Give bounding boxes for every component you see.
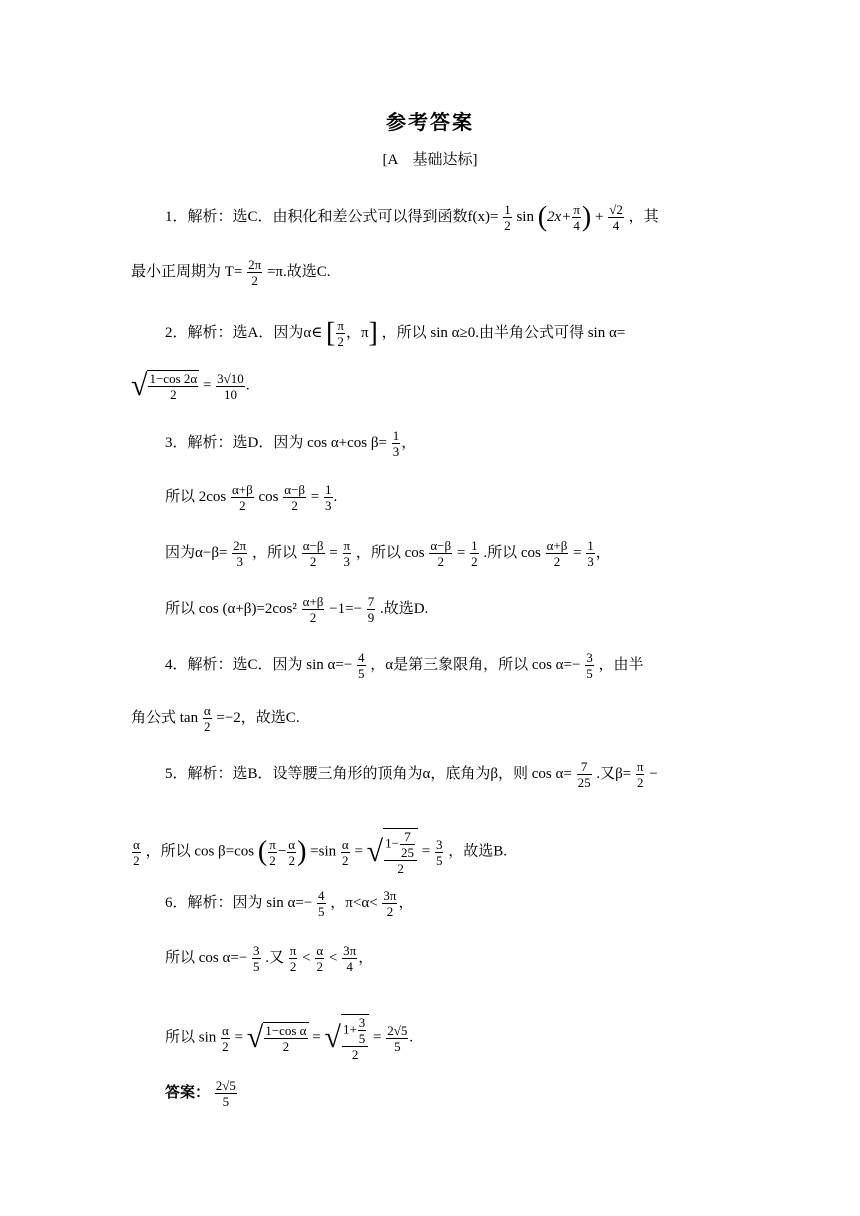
q1-line2 <box>131 257 331 288</box>
q3-text: ，所以 <box>252 544 298 561</box>
q6-line2 <box>165 943 373 974</box>
punct: . <box>409 1029 414 1046</box>
fraction: $\frac{\alpha}{2}$ <box>341 836 349 868</box>
q5-text: =sin <box>310 843 337 860</box>
op-text: = <box>373 1029 382 1046</box>
op-text: = <box>354 843 363 860</box>
fraction: $\frac{2\pi}{3}$ <box>233 538 247 569</box>
fraction: $\frac{\alpha}{2}$ <box>133 836 140 868</box>
fraction: $\frac{\alpha-\beta}{2}$ <box>430 538 452 569</box>
op-text: = <box>202 377 212 394</box>
q4-text: ，由半 <box>598 656 644 673</box>
fraction: $\frac{\alpha+\beta}{2}$ <box>546 538 568 569</box>
op-text: = <box>421 843 431 860</box>
fraction: $\frac{1}{2}$ <box>471 538 478 569</box>
op-text: − <box>649 765 658 782</box>
paren-left: ( <box>257 836 268 867</box>
q5-line1 <box>165 759 658 790</box>
q6-line1 <box>165 888 414 919</box>
bracket-right: ] <box>368 317 378 349</box>
q2-line1 <box>165 318 625 349</box>
q3-text: 所以 cos (α+β)=2cos² <box>165 600 297 617</box>
op-text: < <box>302 949 311 966</box>
q3-text: 因为α−β= <box>165 544 228 561</box>
fraction: $\frac{4}{5}$ <box>358 650 365 681</box>
op-text: = <box>234 1029 244 1046</box>
answer-line <box>165 1078 238 1109</box>
fraction: $\frac{\alpha+\beta}{2}$ <box>302 594 324 625</box>
q3-text: cos <box>258 488 279 505</box>
fraction: $\frac{2\pi}{2}$ <box>248 257 262 288</box>
q4-text: ，α是第三象限角，所以 cos α=− <box>370 656 581 673</box>
fraction: $\frac{3}{5}$ <box>586 650 593 681</box>
q2-text: 2．解析：选A．因为α∈ <box>165 324 323 341</box>
punct: ， <box>401 434 417 451</box>
q4-line2 <box>131 703 300 734</box>
q3-text: .所以 cos <box>483 544 541 561</box>
q6-text: .又 <box>265 949 285 966</box>
q6-text: 所以 cos α=− <box>165 949 248 966</box>
q4-text: =−2，故选C. <box>216 709 300 726</box>
fraction: $\frac{\pi}{3}$ <box>343 538 351 569</box>
fraction: $\frac{2√5}{5}$ <box>387 1022 408 1054</box>
q3-text: ，所以 cos <box>355 544 425 561</box>
fraction: $\frac{3}{5}$ <box>435 836 443 868</box>
fraction: $\frac{4}{5}$ <box>318 888 325 919</box>
q6-line3 <box>165 1014 413 1062</box>
q3-line4 <box>165 594 428 625</box>
fraction: $\frac{1}{3}$ <box>587 538 594 569</box>
punct: ， <box>398 894 414 911</box>
func-text: sin <box>516 208 534 225</box>
q1-text: =π.故选C. <box>266 263 331 280</box>
q3-text: .故选D. <box>380 600 429 617</box>
answer-label: 答案： <box>165 1084 211 1101</box>
op-text: = <box>329 544 338 561</box>
fraction: $\frac{3}{5}$ <box>253 943 260 974</box>
q6-text: 6．解析：因为 sin α=− <box>165 894 313 911</box>
q5-text: ，所以 cos β=cos <box>145 843 255 860</box>
q1-text: 1．解析：选C．由积化和差公式可以得到函数f(x)= <box>165 208 499 225</box>
fraction: $\frac{√2}{4}$ <box>609 202 623 233</box>
fraction: $\frac{\pi}{2}$ <box>636 759 644 790</box>
punct: . <box>245 377 250 394</box>
q1-line1 <box>165 202 659 233</box>
op-text: < <box>328 949 338 966</box>
q3-line3 <box>165 538 611 569</box>
fraction: $\frac{\alpha-\beta}{2}$ <box>284 482 306 513</box>
q5-line2 <box>131 828 507 876</box>
fraction: $\frac{3√10}{10}$ <box>217 370 244 402</box>
q5-text: 5．解析：选B．设等腰三角形的顶角为α，底角为β，则 cos α= <box>165 765 572 782</box>
q3-text: 3．解析：选D．因为 cos α+cos β= <box>165 434 387 451</box>
q2-text: ，所以 sin α≥0.由半角公式可得 sin α= <box>381 324 626 341</box>
q3-line1 <box>165 428 416 459</box>
fraction: $\frac{1}{3}$ <box>325 482 332 513</box>
punct: . <box>333 488 338 505</box>
op-text: = <box>312 1029 321 1046</box>
fraction: $\frac{\pi}{4}$ <box>573 202 580 233</box>
q6-text: ，π<α< <box>330 894 378 911</box>
q4-line1 <box>165 650 643 681</box>
sqrt: √ $\frac{\text{1−cos α}}{2}$ <box>246 1021 307 1054</box>
fraction: $\frac{1}{2}$ <box>504 202 511 233</box>
op-text: = <box>456 544 466 561</box>
fraction: $\frac{1}{3}$ <box>392 428 400 459</box>
page-title: 参考答案 <box>386 112 474 134</box>
fraction: $\frac{3\pi}{2}$ <box>383 888 397 919</box>
q5-text: ，故选B. <box>448 843 507 860</box>
q5-text: .又β= <box>596 765 632 782</box>
q1-tail: ，其 <box>628 208 659 225</box>
q2-line2 <box>131 370 250 402</box>
sqrt: √ 1+ $\frac{3}{5}$ 2 <box>324 1014 369 1062</box>
op-text: + <box>594 208 604 225</box>
punct: ， <box>358 949 374 966</box>
op-text: = <box>310 488 320 505</box>
fraction: $\frac{\alpha}{2}$ <box>288 836 296 868</box>
fraction: $\frac{\pi}{2}$ <box>289 943 297 974</box>
expr-text: 2x+ <box>547 208 572 225</box>
fraction: $\frac{\alpha+\beta}{2}$ <box>232 482 253 513</box>
paren-right: ) <box>297 836 307 867</box>
fraction: $\frac{\alpha}{2}$ <box>316 943 324 974</box>
fraction: $\frac{\pi}{2}$ <box>269 836 276 868</box>
q3-text: −1=− <box>329 600 363 617</box>
fraction: $\frac{3\pi}{4}$ <box>343 943 357 974</box>
q4-text: 4．解析：选C．因为 sin α=− <box>165 656 353 673</box>
q4-text: 角公式 tan <box>131 709 199 726</box>
paren-left: ( <box>537 201 548 233</box>
q3-text: 所以 2cos <box>165 488 227 505</box>
sqrt: √ $\frac{1-\cos 2\alpha}{2}$ <box>131 369 198 402</box>
fraction: $\frac{\alpha-\beta}{2}$ <box>302 538 324 569</box>
fraction: $\frac{7}{25}$ <box>577 759 591 790</box>
q3-line2 <box>165 482 337 513</box>
fraction: $\frac{7}{9}$ <box>367 594 375 625</box>
paren-right: ) <box>581 201 592 233</box>
punct: ， <box>595 544 611 561</box>
fraction: $\frac{\alpha}{2}$ <box>203 703 211 734</box>
bracket-left: [ <box>326 317 336 349</box>
q6-text: 所以 sin <box>165 1029 217 1046</box>
fraction: $\frac{\alpha}{2}$ <box>222 1022 229 1054</box>
sqrt: √ 1− $\frac{7}{25}$ 2 <box>367 828 418 876</box>
section-heading: [A 基础达标] <box>382 152 478 168</box>
op-text: − <box>277 843 287 860</box>
answer-value: $\frac{2√5}{5}$ <box>215 1078 236 1109</box>
fraction: $\frac{\pi}{2}$ <box>337 318 344 349</box>
q1-text: 最小正周期为 T= <box>131 263 243 280</box>
op-text: = <box>573 544 582 561</box>
interval-text: ，π <box>345 324 369 341</box>
